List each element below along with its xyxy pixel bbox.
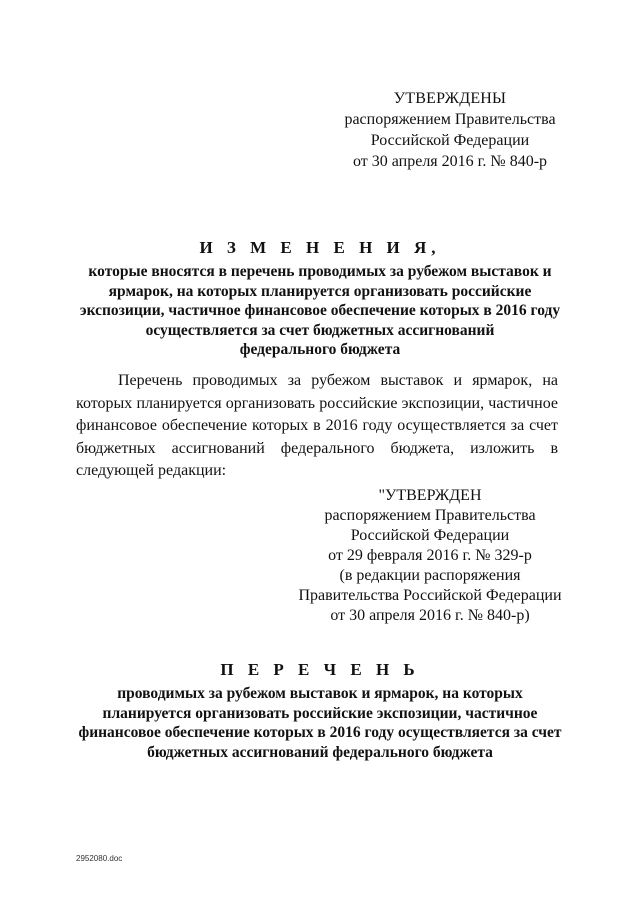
approval-stamp-line: Правительства Российской Федерации [298, 587, 562, 604]
changes-title: И З М Е Н Е Н И Я, [199, 238, 441, 257]
changes-subtitle-line: федерального бюджета [239, 341, 401, 358]
list-subtitle-line: планируется организовать российские экспозиции, частичное [102, 704, 538, 722]
document-id: 2952080.doc [76, 854, 123, 863]
approval-stamp-line: распоряжением Правительства [344, 111, 556, 128]
list-title: П Е Р Е Ч Е Н Ь [220, 660, 420, 679]
approval-stamp-line: (в редакции распоряжения [339, 567, 521, 584]
approval-stamp-top [330, 88, 570, 172]
list-subtitle-line: финансовое обеспечение которых в 2016 году осуществляется за счет [78, 724, 562, 741]
changes-subtitle-line: ярмарок, на которых планируется организовать российские [108, 282, 532, 300]
list-subtitle-line: проводимых за рубежом выставок и ярмарок, на которых [117, 685, 523, 702]
approval-stamp-title: "УТВЕРЖДЕН [378, 487, 482, 504]
approval-stamp-date: от 30 апреля 2016 г. № 840-р [352, 153, 548, 170]
list-subtitle [60, 684, 580, 762]
approval-stamp-title: УТВЕРЖДЕНЫ [393, 90, 507, 107]
body-paragraph-text: Перечень проводимых за рубежом выставок и ярмарок, на которых планируется организовать российские экспозиции, частичное финансовое обеспечение которых в 2016 году осуществляется за счет бюджетных ассигнований федерального бюджета, изложить в следующей редакции: [76, 372, 558, 479]
approval-stamp-second [285, 486, 575, 626]
approval-stamp-line: Российской Федерации [350, 527, 510, 544]
list-subtitle-line: бюджетных ассигнований федерального бюджета [147, 743, 493, 761]
changes-subtitle-line: осуществляется за счет бюджетных ассигнований [145, 321, 495, 339]
approval-stamp-date: от 29 февраля 2016 г. № 329-р [328, 547, 532, 564]
changes-subtitle [60, 262, 580, 360]
approval-stamp-line: распоряжением Правительства [324, 507, 536, 524]
changes-subtitle-line: которые вносятся в перечень проводимых за рубежом выставок и [88, 263, 552, 280]
approval-stamp-date: от 30 апреля 2016 г. № 840-р) [330, 607, 530, 624]
body-paragraph [76, 370, 558, 483]
approval-stamp-line: Российской Федерации [370, 132, 530, 149]
changes-subtitle-line: экспозиции, частичное финансовое обеспечение которых в 2016 году [79, 302, 561, 319]
